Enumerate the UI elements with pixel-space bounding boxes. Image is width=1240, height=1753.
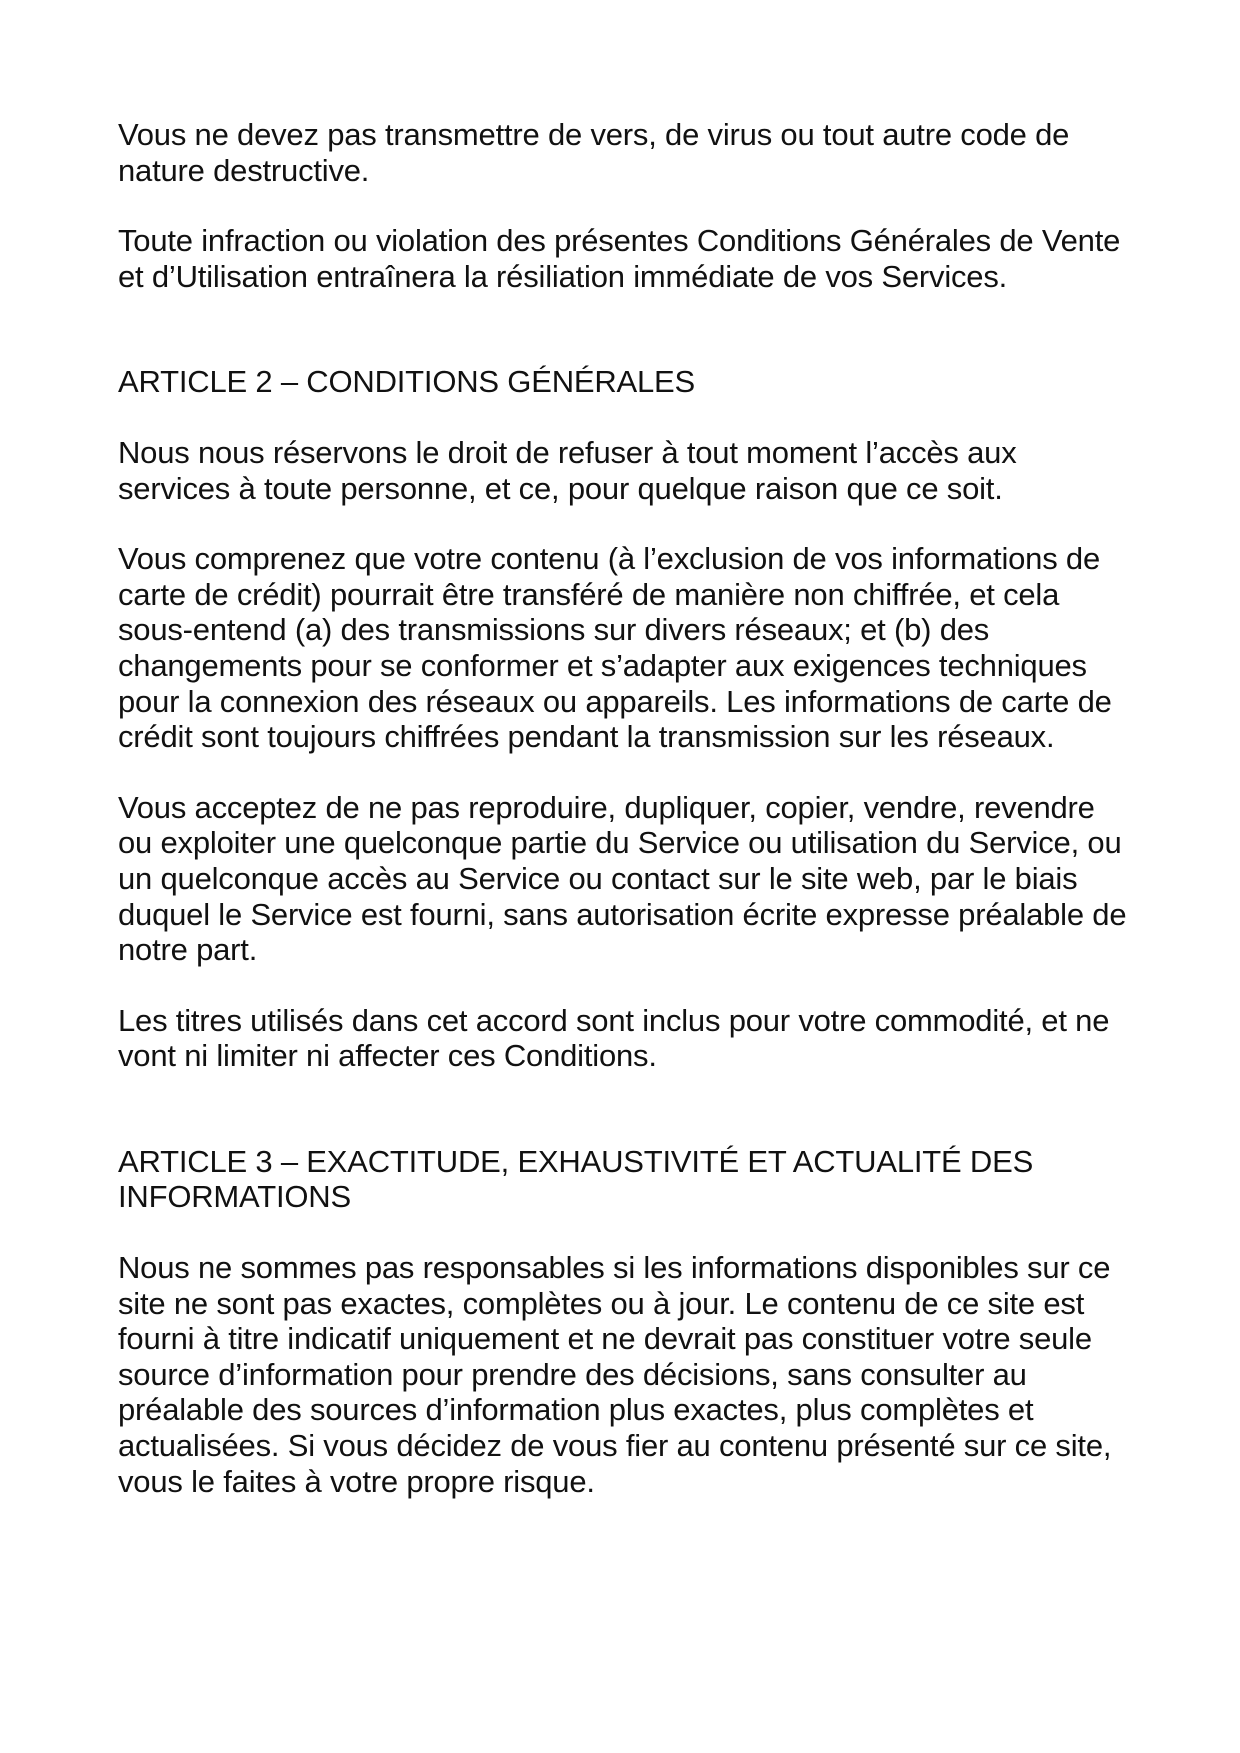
- section-spacer: [118, 329, 1128, 364]
- article-3-paragraph-accuracy: Nous ne sommes pas responsables si les informations disponibles sur ce site ne sont pas exactes, complètes ou à jour. Le contenu de ce site est fourni à titre indicatif uniquement et ne devrait pas constituer votre seule source d’information pour prendre des décisions, sans consulter au préalable des sources d’information plus exactes, plus complètes et actualisées. Si vous décidez de vous fier au contenu présenté sur ce site, vous le faites à votre propre risque.: [118, 1250, 1112, 1499]
- article-2-paragraph-no-reproduction: Vous acceptez de ne pas reproduire, dupliquer, copier, vendre, revendre ou exploiter une quelconque partie du Service ou utilisation du Service, ou un quelconque accès au Service ou contact sur le site web, par le biais duquel le Service est fourni, sans autorisation écrite expresse préalable de notre part.: [118, 789, 1127, 968]
- article-2-paragraph-refuse-access: Nous nous réservons le droit de refuser à tout moment l’accès aux services à toute personne, et ce, pour quelque raison que ce soit.: [118, 434, 1017, 506]
- section-spacer: [118, 1109, 1128, 1144]
- article-3-heading: ARTICLE 3 – EXACTITUDE, EXHAUSTIVITÉ ET ACTUALITÉ DES INFORMATIONS: [118, 1143, 1034, 1215]
- paragraph-no-malicious-code: Vous ne devez pas transmettre de vers, de virus ou tout autre code de nature destructive.: [118, 117, 1070, 188]
- document-page: [118, 117, 1128, 1534]
- article-2-paragraph-titles: Les titres utilisés dans cet accord sont inclus pour votre commodité, et ne vont ni limiter ni affecter ces Conditions.: [118, 1002, 1110, 1074]
- article-2-paragraph-content-transfer: Vous comprenez que votre contenu (à l’exclusion de vos informations de carte de crédit) pourrait être transféré de manière non chiffrée, et cela sous-entend (a) des transmissions sur divers réseaux; et (b) des changements pour se conformer et s’adapter aux exigences techniques pour la connexion des réseaux ou appareils. Les informations de carte de crédit sont toujours chiffrées pendant la transmission sur les réseaux.: [118, 541, 1112, 755]
- article-2-heading: ARTICLE 2 – CONDITIONS GÉNÉRALES: [118, 364, 696, 400]
- paragraph-termination-notice: Toute infraction ou violation des présentes Conditions Générales de Vente et d’Utilisation entraînera la résiliation immédiate de vos Services.: [118, 223, 1121, 294]
